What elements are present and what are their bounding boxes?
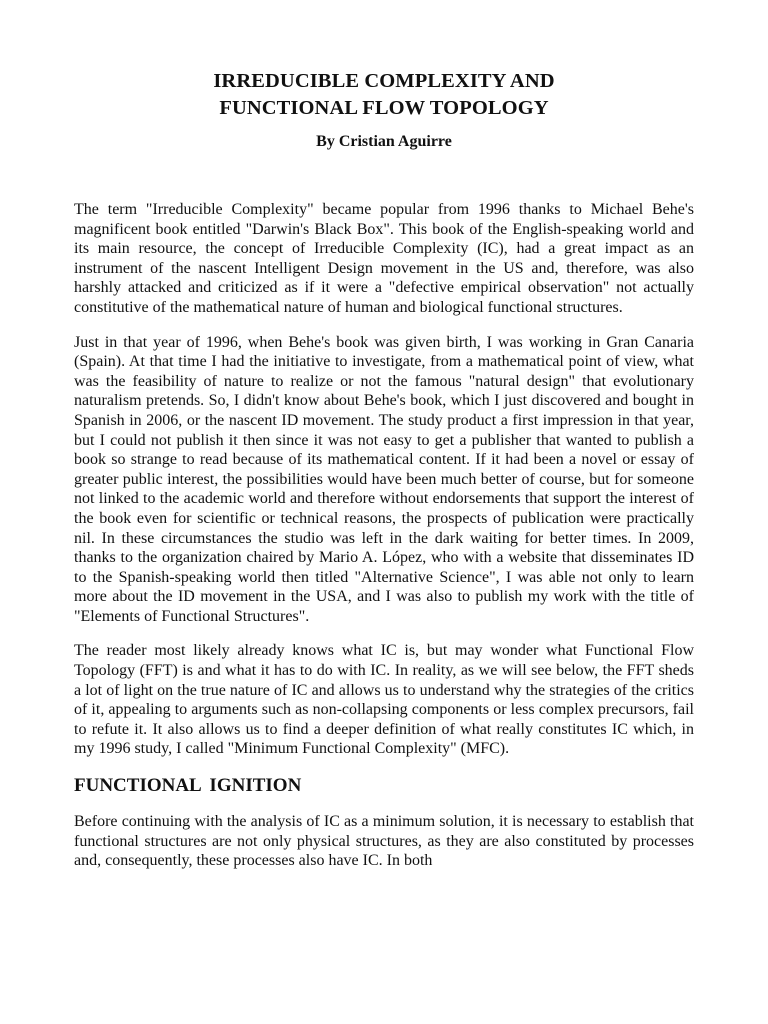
paragraph-2: Just in that year of 1996, when Behe's book was given birth, I was working in Gran Canaria (Spain). At that time I had the initiative to investigate, from a mathematical point of view, what was the feasibility of nature to realize or not the famous "natural design" that evolutionary naturalism pretends. So, I didn't know about Behe's book, which I just discovered and bought in Spanish in 2006, or the nascent ID movement. The study product a first impression in that year, but I could not publish it then since it was not easy to get a publisher that wanted to publish a book so strange to read because of its mathematical content. If it had been a novel or essay of greater public interest, the possibilities would have been much better of course, but for someone not linked to the academic world and therefore without endorsements that support the interest of the book even for scientific or technical reasons, the prospects of publication were practically nil. In these circumstances the studio was left in the dark waiting for better times. In 2009, thanks to the organization chaired by Mario A. López, who with a website that disseminates ID to the Spanish-speaking world then titled "Alternative Science", I was able not only to learn more about the ID movement in the USA, and I was also to publish my work with the title of "Elements of Functional Structures". [74,333,694,625]
document-title [74,68,694,122]
author-byline: By Cristian Aguirre [316,133,452,150]
section-paragraph: Before continuing with the analysis of IC as a minimum solution, it is necessary to establish that functional structures are not only physical structures, as they are also constituted by processes and, consequently, these processes also have IC. In both [74,813,694,870]
title-line-2: FUNCTIONAL FLOW TOPOLOGY [219,97,549,119]
paragraph-1: The term "Irreducible Complexity" became popular from 1996 thanks to Michael Behe's magnificent book entitled "Darwin's Black Box". This book of the English-speaking world and its main resource, the concept of Irreducible Complexity (IC), had a great impact as an instrument of the nascent Intelligent Design movement in the US and, therefore, was also harshly attacked and criticized as if it were a "defective empirical observation" not actually constitutive of the mathematical nature of human and biological functional structures. [74,201,694,316]
title-line-1: IRREDUCIBLE COMPLEXITY AND [213,70,555,92]
paragraph-3: The reader most likely already knows what IC is, but may wonder what Functional Flow Topology (FFT) is and what it has to do with IC. In reality, as we will see below, the FFT sheds a lot of light on the true nature of IC and allows us to understand why the strategies of the critics of it, appealing to arguments such as non-collapsing components or less complex precursors, fail to refute it. It also allows us to find a deeper definition of what really constitutes IC which, in my 1996 study, I called "Minimum Functional Complexity" (MFC). [74,642,694,758]
document-page [74,68,694,886]
document-body [74,200,694,871]
section-heading: FUNCTIONAL IGNITION [74,775,302,797]
